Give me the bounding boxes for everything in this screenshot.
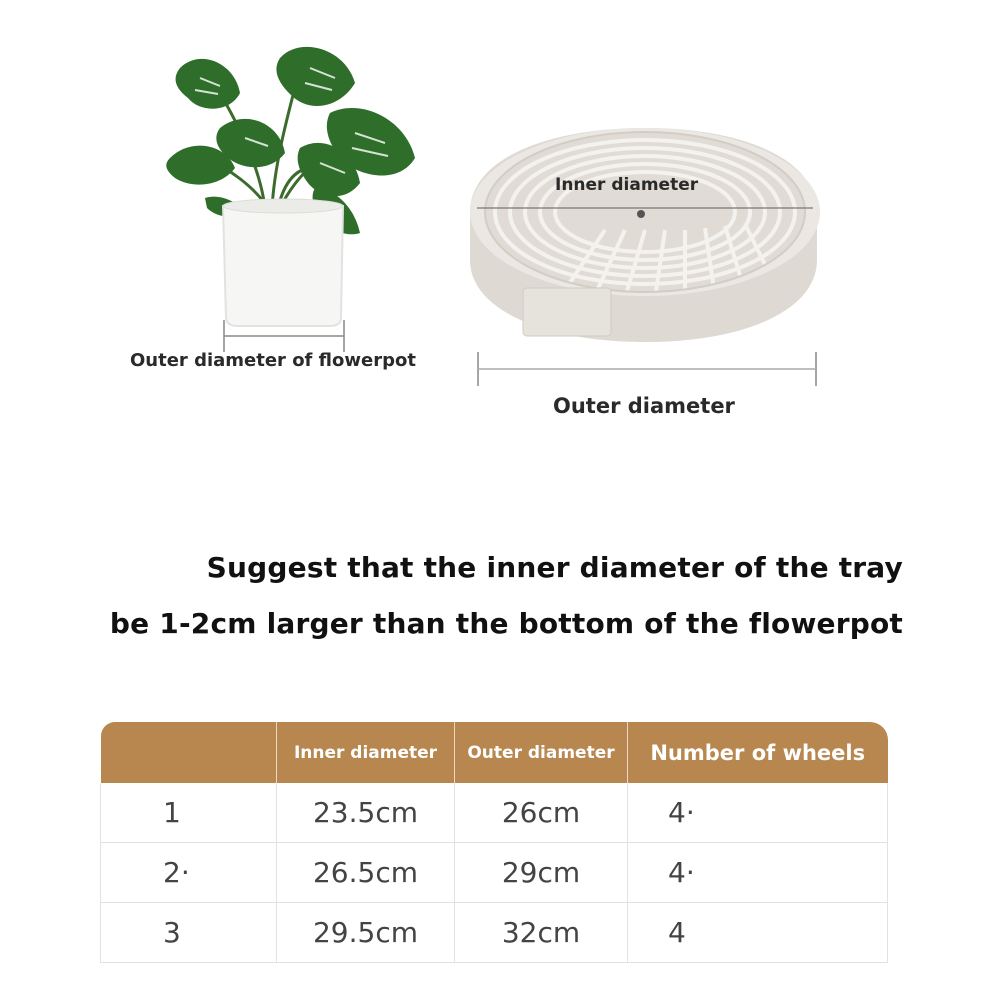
table-row [101, 843, 888, 903]
row-inner-diameter: 29.5cm [277, 903, 455, 963]
tray-image [465, 120, 825, 350]
row-outer-diameter: 32cm [455, 903, 628, 963]
inner-diameter-label: Inner diameter [555, 175, 699, 195]
header-number-of-wheels: Number of wheels [628, 722, 888, 783]
row-index: 1 [101, 783, 277, 843]
table-row [101, 783, 888, 843]
tip-line-2: be 1-2cm larger than the bottom of the flowerpot [109, 607, 903, 640]
tray-outer-dimension-line [475, 350, 820, 388]
row-number-of-wheels: 4· [628, 843, 888, 903]
header-index [101, 722, 277, 783]
row-number-of-wheels: 4 [628, 903, 888, 963]
row-index: 3 [101, 903, 277, 963]
tip-line-1: Suggest that the inner diameter of the tray [206, 551, 903, 584]
flowerpot-outer-diameter-label: Outer diameter of flowerpot [130, 350, 416, 371]
row-index: 2· [101, 843, 277, 903]
header-inner-diameter: Inner diameter [277, 722, 455, 783]
table-header-row [101, 722, 888, 783]
table-row [101, 903, 888, 963]
row-inner-diameter: 23.5cm [277, 783, 455, 843]
row-outer-diameter: 26cm [455, 783, 628, 843]
row-inner-diameter: 26.5cm [277, 843, 455, 903]
row-outer-diameter: 29cm [455, 843, 628, 903]
potted-plant-image [160, 38, 430, 338]
header-outer-diameter: Outer diameter [455, 722, 628, 783]
flowerpot-dimension-line [220, 318, 350, 354]
outer-diameter-label: Outer diameter [553, 394, 735, 418]
size-table [100, 722, 888, 963]
row-number-of-wheels: 4· [628, 783, 888, 843]
